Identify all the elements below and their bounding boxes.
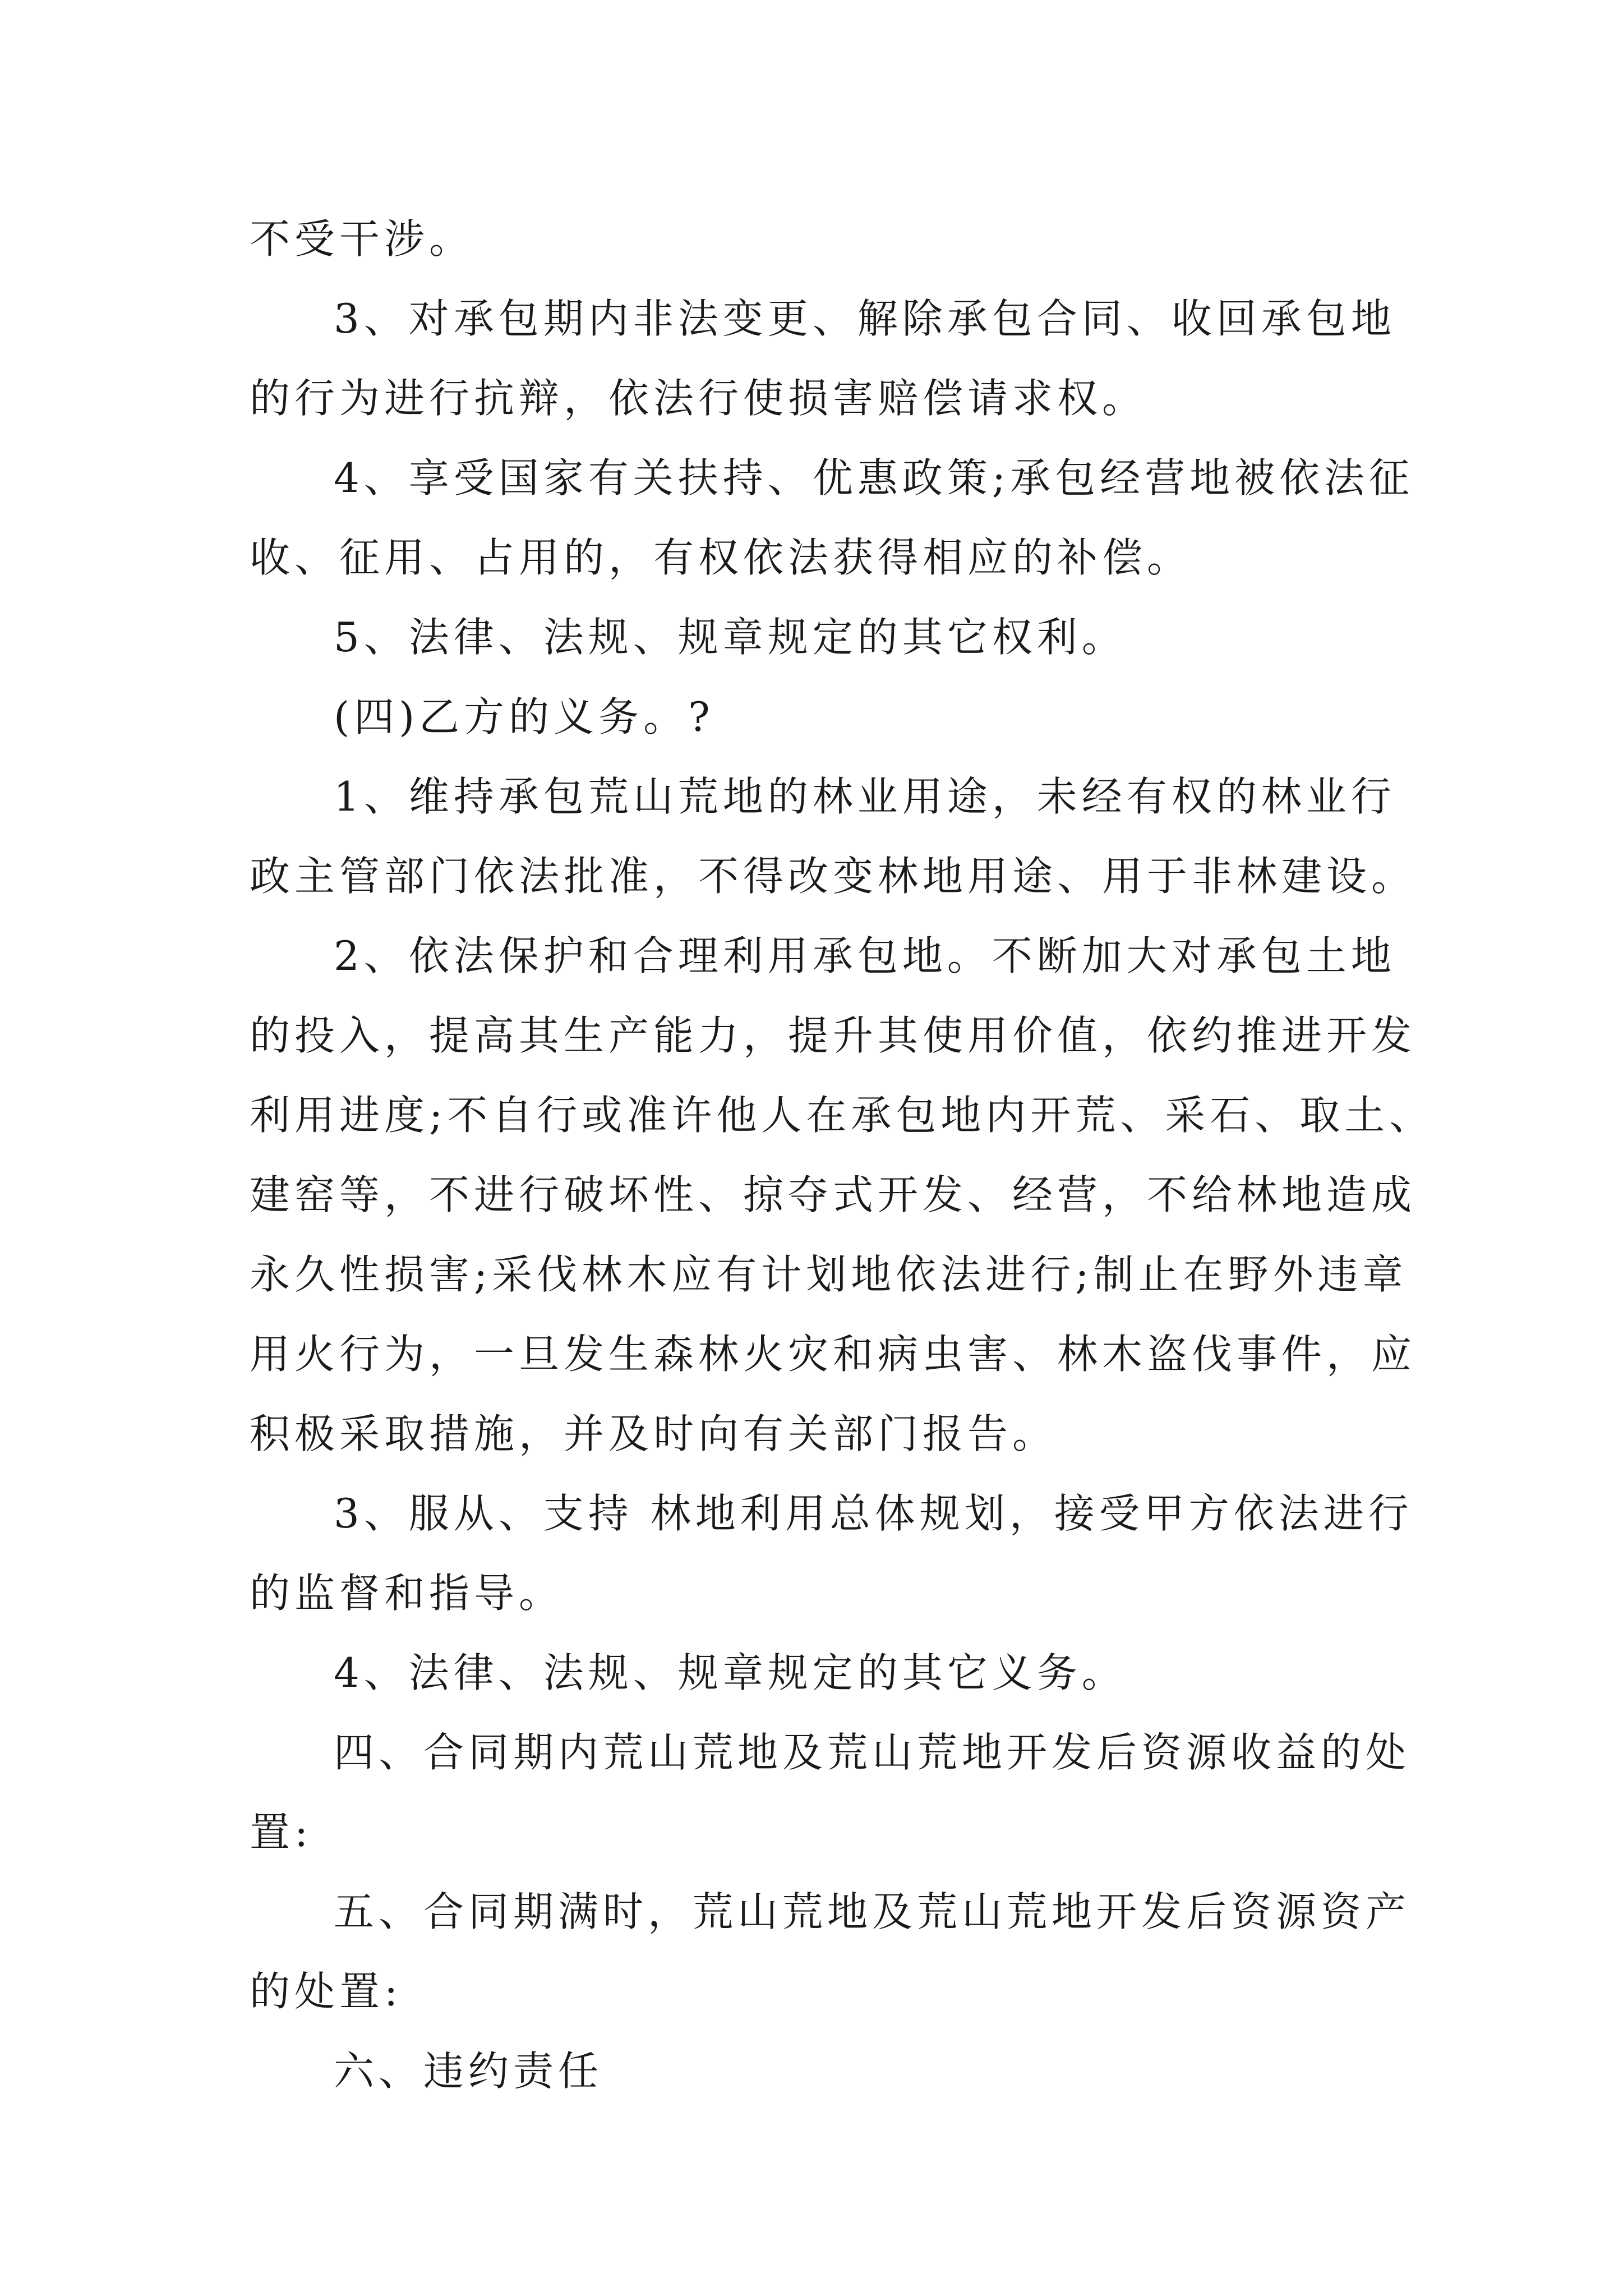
text-line: 4、享受国家有关扶持、优惠政策;承包经营地被依法征 xyxy=(334,454,1414,501)
text-line: 政主管部门依法批准，不得改变林地用途、用于非林建设。 xyxy=(250,853,1417,900)
text-line: 收、征用、占用的，有权依法获得相应的补偿。 xyxy=(250,534,1192,581)
text-line: 4、法律、法规、规章规定的其它义务。 xyxy=(334,1649,1127,1696)
text-line: 六、违约责任 xyxy=(334,2047,603,2095)
text-line: (四)乙方的义务。? xyxy=(334,693,714,740)
text-line: 四、合同期内荒山荒地及荒山荒地开发后资源收益的处 xyxy=(334,1729,1411,1776)
text-line: 的行为进行抗辩，依法行使损害赔偿请求权。 xyxy=(250,375,1147,422)
text-line: 3、对承包期内非法变更、解除承包合同、收回承包地 xyxy=(334,295,1396,342)
text-line: 1、维持承包荒山荒地的林业用途，未经有权的林业行 xyxy=(334,773,1396,820)
text-line: 5、法律、法规、规章规定的其它权利。 xyxy=(334,614,1127,661)
document-body xyxy=(250,199,1435,2111)
text-line: 积极采取措施，并及时向有关部门报告。 xyxy=(250,1410,1058,1457)
text-line: 用火行为，一旦发生森林火灾和病虫害、林木盗伐事件，应 xyxy=(250,1331,1417,1378)
text-line: 永久性损害;采伐林木应有计划地依法进行;制止在野外违章 xyxy=(250,1251,1408,1298)
text-line: 2、依法保护和合理利用承包地。不断加大对承包土地 xyxy=(334,932,1396,979)
text-line: 建窑等，不进行破坏性、掠夺式开发、经营，不给林地造成 xyxy=(250,1171,1417,1218)
text-line: 不受干涉。 xyxy=(250,215,474,263)
text-line: 的监督和指导。 xyxy=(250,1570,564,1617)
text-line: 的处置: xyxy=(250,1968,403,2015)
text-line: 置: xyxy=(250,1809,313,1856)
text-line: 利用进度;不自行或准许他人在承包地内开荒、采石、取土、 xyxy=(250,1092,1435,1139)
text-line: 的投入，提高其生产能力，提升其使用价值，依约推进开发 xyxy=(250,1012,1417,1059)
text-line: 3、服从、支持 林地利用总体规划，接受甲方依法进行 xyxy=(334,1490,1413,1537)
text-line: 五、合同期满时，荒山荒地及荒山荒地开发后资源资产 xyxy=(334,1888,1411,1935)
